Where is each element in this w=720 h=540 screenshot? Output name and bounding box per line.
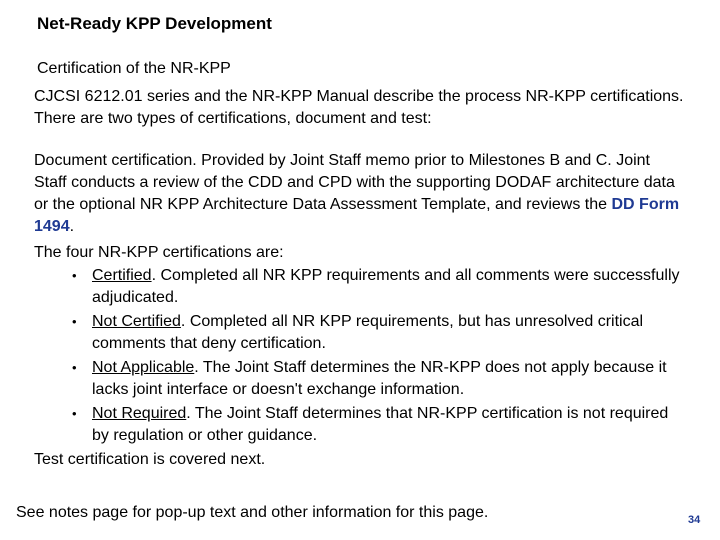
document-certification-end: . bbox=[69, 218, 75, 235]
certification-term: Not Certified bbox=[92, 313, 181, 330]
bullet-icon: • bbox=[72, 268, 77, 283]
test-certification-paragraph: Test certification is covered next. bbox=[34, 451, 266, 468]
certification-list bbox=[34, 265, 684, 447]
certification-description: . The Joint Staff determines the NR-KPP does not apply because it lacks joint interface or doesn't exchange information. bbox=[92, 359, 667, 398]
certification-term: Not Required bbox=[92, 405, 187, 422]
dd-form-1494-link[interactable]: DD Form 1494 bbox=[34, 196, 680, 235]
bullet-icon: • bbox=[72, 360, 77, 375]
intro-paragraph: CJCSI 6212.01 series and the NR-KPP Manual describe the process NR-KPP certifications. There are two types of certifications, document and test: bbox=[34, 88, 684, 127]
certification-term: Not Applicable bbox=[92, 359, 195, 376]
certification-description: . The Joint Staff determines that NR-KPP certification is not required by regulation or other guidance. bbox=[92, 405, 669, 444]
document-certification-paragraph bbox=[34, 150, 684, 238]
bullet-icon: • bbox=[72, 406, 77, 421]
slide-title: Net-Ready KPP Development bbox=[37, 14, 272, 33]
list-item bbox=[34, 265, 684, 309]
notes-footer: See notes page for pop-up text and other information for this page. bbox=[16, 504, 489, 521]
list-item bbox=[34, 357, 684, 401]
bullet-icon: • bbox=[72, 314, 77, 329]
certification-term: Certified bbox=[92, 267, 152, 284]
page-number: 34 bbox=[688, 514, 701, 526]
list-item bbox=[34, 311, 684, 355]
document-certification-text: Document certification. Provided by Joint Staff memo prior to Milestones B and C. Joint Staff conducts a review of the CDD and CPD with the supporting DODAF architecture data or the optional NR KPP Architecture Data Assessment Template, and reviews the bbox=[34, 152, 675, 213]
list-item bbox=[34, 403, 684, 447]
certifications-heading: The four NR-KPP certifications are: bbox=[34, 244, 284, 261]
slide-subtitle: Certification of the NR-KPP bbox=[37, 60, 231, 77]
slide-body bbox=[34, 86, 684, 471]
certification-description: . Completed all NR KPP requirements, but has unresolved critical comments that deny certification. bbox=[92, 313, 644, 352]
certification-description: . Completed all NR KPP requirements and all comments were successfully adjudicated. bbox=[92, 267, 680, 306]
